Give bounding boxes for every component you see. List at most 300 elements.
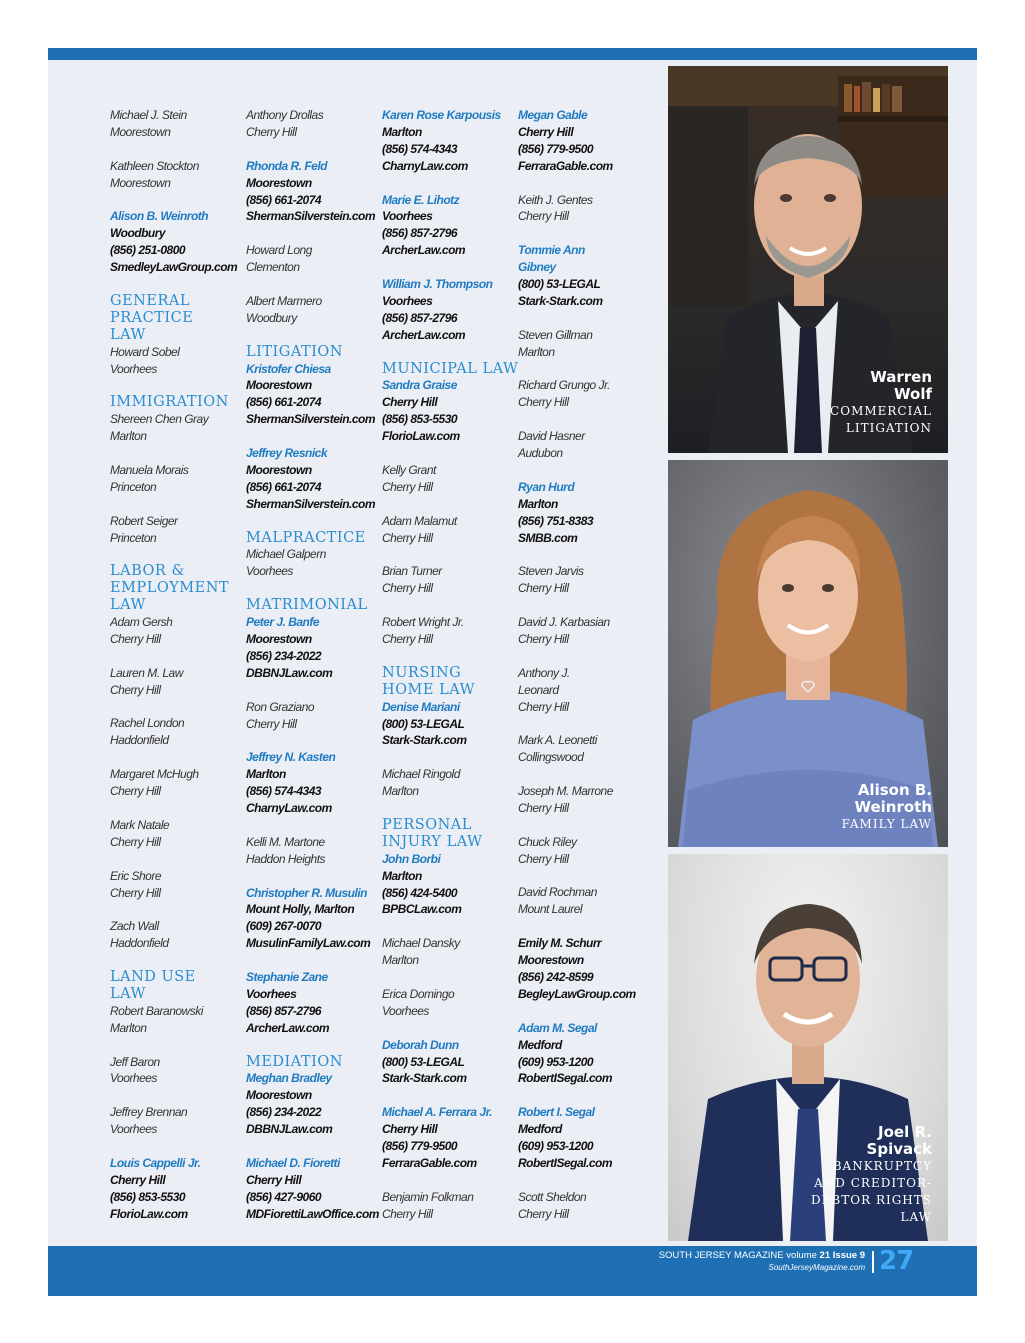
lawyer-town: Medford [518, 1122, 562, 1137]
lawyer-town: Cherry Hill [518, 395, 569, 410]
footer-issue: 9 [859, 1250, 865, 1261]
lawyer-name: Mark A. Leonetti [518, 733, 597, 748]
lawyer-name: Stephanie Zane [246, 970, 328, 985]
lawyer-town: Cherry Hill [110, 834, 161, 849]
heading-line: MUNICIPAL LAW [382, 360, 519, 377]
lawyer-town: Woodbury [246, 310, 297, 325]
lawyer-town: Cherry Hill [382, 395, 438, 410]
lawyer-entry [382, 107, 516, 175]
lawyer-entry [382, 935, 516, 969]
lawyer-entry [110, 665, 244, 699]
caption-name: Warren [870, 368, 932, 386]
lawyer-entry [246, 699, 380, 733]
lawyer-name: Karen Rose Karpousis [382, 108, 501, 122]
lawyer-name: Robert Seiger [110, 513, 178, 528]
lawyer-entry [110, 1003, 244, 1037]
lawyer-website: SmedleyLawGroup.com [110, 260, 238, 275]
lawyer-name: Emily M. Schurr [518, 936, 602, 951]
lawyer-name: Jeffrey N. Kasten [246, 750, 336, 765]
lawyer-name: Brian Turner [382, 564, 442, 579]
lawyer-town: Cherry Hill [518, 699, 569, 714]
heading-line: PERSONAL [382, 816, 472, 833]
lawyer-entry [518, 242, 652, 310]
footer-magazine-info [659, 1250, 865, 1274]
lawyer-website: ArcherLaw.com [382, 327, 466, 342]
lawyer-name: Benjamin Folkman [382, 1189, 474, 1204]
lawyer-phone: (856) 574-4343 [246, 784, 322, 799]
lawyer-town: Haddonfield [110, 936, 169, 951]
footer-volume-label: volume [786, 1250, 817, 1261]
lawyer-name: Megan Gable [518, 108, 588, 122]
lawyer-entry [382, 699, 516, 750]
photo-caption [830, 369, 932, 437]
heading-line: LABOR & [110, 563, 185, 580]
heading-line: PRACTICE [110, 309, 194, 326]
footer-magazine-name: SOUTH JERSEY MAGAZINE [658, 1250, 784, 1261]
lawyer-town: Woodbury [110, 226, 166, 241]
lawyer-town: Mount Holly, Marlton [246, 902, 355, 917]
lawyer-town: Moorestown [110, 175, 171, 190]
lawyer-entry [382, 1104, 516, 1172]
lawyer-entry [518, 192, 652, 226]
lawyer-entry [518, 377, 652, 411]
lawyer-town: Cherry Hill [246, 1172, 302, 1187]
footer-divider [872, 1251, 874, 1273]
lawyer-phone: (856) 779-9500 [382, 1139, 458, 1154]
lawyer-town: Voorhees [110, 1071, 157, 1086]
lawyer-entry [518, 1104, 652, 1172]
directory-column-2 [246, 107, 380, 1239]
lawyer-town: Moorestown [246, 462, 312, 477]
lawyer-name: Shereen Chen Gray [110, 412, 209, 427]
lawyer-name: Joseph M. Marrone [518, 784, 613, 799]
lawyer-town: Audubon [518, 446, 563, 461]
lawyer-name: David J. Karbasian [518, 615, 610, 630]
lawyer-name: Steven Jarvis [518, 564, 584, 579]
lawyer-entry [110, 158, 244, 192]
lawyer-town: Marlton [382, 124, 422, 139]
lawyer-entry [518, 935, 652, 1003]
caption-name: Spivack [866, 1140, 932, 1158]
photo-caption [811, 1124, 932, 1226]
lawyer-phone: (856) 779-9500 [518, 141, 594, 156]
directory-column-1 [110, 107, 244, 1239]
lawyer-town: Voorhees [382, 209, 433, 224]
lawyer-entry [110, 462, 244, 496]
lawyer-name: Lauren M. Law [110, 665, 183, 680]
lawyer-town: Marlton [110, 1020, 147, 1035]
lawyer-name: Kristofer Chiesa [246, 361, 331, 376]
lawyer-entry [110, 1155, 244, 1223]
lawyer-entry [518, 783, 652, 817]
lawyer-entry [110, 208, 244, 276]
lawyer-phone: (800) 53-LEGAL [382, 716, 465, 731]
heading-line: MALPRACTICE [246, 529, 366, 546]
practice-area-heading [246, 344, 380, 361]
lawyer-town: Cherry Hill [110, 784, 161, 799]
lawyer-entry [110, 614, 244, 648]
lawyer-town: Princeton [110, 530, 157, 545]
lawyer-entry [246, 885, 380, 953]
lawyer-phone: (856) 661-2074 [246, 479, 322, 494]
lawyer-website: ArcherLaw.com [382, 243, 466, 258]
lawyer-entry [518, 884, 652, 918]
lawyer-town: Marlton [518, 344, 555, 359]
lawyer-name: Alison B. Weinroth [110, 209, 209, 224]
lawyer-entry [518, 428, 652, 462]
heading-line: MATRIMONIAL [246, 597, 368, 614]
lawyer-town: Cherry Hill [110, 682, 161, 697]
caption-practice: DEBTOR RIGHTS [811, 1193, 932, 1207]
lawyer-town: Cherry Hill [110, 1172, 166, 1187]
lawyer-entry [246, 614, 380, 682]
footer-website: SouthJerseyMagazine.com [768, 1263, 865, 1272]
practice-area-heading [382, 665, 516, 699]
lawyer-name: Michael J. Stein [110, 108, 187, 122]
lawyer-name: Robert Baranowski [110, 1003, 203, 1018]
lawyer-name: Rachel London [110, 716, 185, 731]
lawyer-entry [246, 834, 380, 868]
practice-area-heading [382, 817, 516, 851]
photo-caption [842, 782, 932, 833]
lawyer-town: Voorhees [246, 564, 293, 579]
lawyer-name: Michael D. Fioretti [246, 1155, 340, 1170]
practice-area-heading [382, 360, 519, 378]
lawyer-name: Jeff Baron [110, 1054, 160, 1069]
lawyer-name: Christopher R. Musulin [246, 885, 367, 900]
lawyer-phone: (609) 953-1200 [518, 1139, 594, 1154]
lawyer-website: FerraraGable.com [518, 158, 613, 173]
lawyer-website: MusulinFamilyLaw.com [246, 936, 371, 951]
lawyer-town: Marlton [382, 953, 419, 968]
lawyer-entry [518, 1020, 652, 1088]
heading-line: HOME LAW [382, 681, 475, 698]
lawyer-phone: (856) 751-8383 [518, 513, 594, 528]
caption-practice: LAW [900, 1210, 932, 1224]
lawyer-name: Jeffrey Brennan [110, 1105, 188, 1120]
lawyer-name: Adam M. Segal [518, 1020, 597, 1035]
heading-line: MEDIATION [246, 1053, 343, 1070]
lawyer-phone: (856) 853-5530 [110, 1189, 186, 1204]
lawyer-entry [518, 107, 652, 175]
photo-joel-spivack [668, 854, 948, 1241]
lawyer-phone: (609) 267-0070 [246, 919, 322, 934]
heading-line: NURSING [382, 664, 462, 681]
lawyer-town: Moorestown [246, 1088, 312, 1103]
lawyer-entry [382, 614, 516, 648]
top-accent-bar [48, 48, 977, 60]
lawyer-town: Voorhees [246, 986, 297, 1001]
lawyer-town: Cherry Hill [382, 1122, 438, 1137]
practice-area-heading [110, 293, 244, 344]
lawyer-website: RobertISegal.com [518, 1071, 613, 1086]
lawyer-town: Cherry Hill [518, 124, 574, 139]
lawyer-phone: (856) 661-2074 [246, 395, 322, 410]
lawyer-entry [246, 361, 380, 429]
photo-alison-weinroth [668, 460, 948, 847]
footer-issue-label: Issue [832, 1250, 858, 1261]
lawyer-entry [110, 411, 244, 445]
lawyer-name: Denise Mariani [382, 699, 460, 714]
lawyer-website: Stark-Stark.com [518, 293, 603, 308]
caption-practice: AND CREDITOR- [814, 1176, 932, 1190]
caption-practice: COMMERCIAL [830, 404, 932, 418]
lawyer-name: Chuck Riley [518, 834, 577, 849]
lawyer-entry [246, 546, 380, 580]
lawyer-name: Eric Shore [110, 868, 162, 883]
lawyer-name: Richard Grungo Jr. [518, 378, 610, 393]
lawyer-town: Moorestown [246, 175, 312, 190]
lawyer-website: BegleyLawGroup.com [518, 986, 636, 1001]
lawyer-name: Deborah Dunn [382, 1037, 459, 1052]
lawyer-name: Robert Wright Jr. [382, 615, 464, 630]
lawyer-town: Cherry Hill [382, 631, 433, 646]
lawyer-name: Albert Marmero [246, 293, 322, 308]
lawyer-name: Howard Sobel [110, 344, 180, 359]
heading-line: IMMIGRATION [110, 394, 229, 411]
lawyer-website: DBBNJLaw.com [246, 1122, 333, 1137]
lawyer-website: CharnyLaw.com [382, 158, 468, 173]
heading-line: LAW [110, 326, 146, 343]
lawyer-town: Moorestown [110, 124, 171, 139]
lawyer-town: Cherry Hill [382, 530, 433, 545]
lawyer-town: Marlton [518, 496, 558, 511]
lawyer-town: Voorhees [382, 293, 433, 308]
lawyer-name: William J. Thompson [382, 277, 493, 292]
practice-area-heading [246, 530, 380, 547]
lawyer-entry [246, 969, 380, 1037]
caption-practice: FAMILY LAW [841, 817, 932, 831]
lawyer-town: Cherry Hill [110, 631, 161, 646]
lawyer-town: Cherry Hill [382, 479, 433, 494]
lawyer-phone: (800) 53-LEGAL [518, 277, 601, 292]
lawyer-name: Michael Ringold [382, 767, 460, 782]
lawyer-town: Mount Laurel [518, 902, 583, 917]
lawyer-phone: (856) 427-9060 [246, 1189, 322, 1204]
page-number: 27 [879, 1246, 914, 1276]
lawyer-town: Marlton [382, 784, 419, 799]
lawyer-entry [110, 868, 244, 902]
lawyer-website: ArcherLaw.com [246, 1020, 330, 1035]
practice-area-heading [110, 563, 244, 614]
lawyer-town: Cherry Hill [382, 1206, 433, 1221]
lawyer-entry [110, 107, 244, 141]
lawyer-entry [110, 766, 244, 800]
lawyer-town: Voorhees [382, 1003, 429, 1018]
practice-area-heading [246, 1054, 380, 1071]
lawyer-name: Kelly Grant [382, 462, 436, 477]
lawyer-website: FlorioLaw.com [110, 1206, 188, 1221]
lawyer-name: Gibney [518, 260, 556, 275]
lawyer-town: Collingswood [518, 750, 584, 765]
lawyer-town: Princeton [110, 479, 157, 494]
lawyer-name: Adam Malamut [382, 513, 457, 528]
lawyer-entry [518, 1189, 652, 1223]
lawyer-website: DBBNJLaw.com [246, 665, 333, 680]
lawyer-phone: (856) 661-2074 [246, 192, 322, 207]
lawyer-name: Michael Dansky [382, 936, 460, 951]
lawyer-name: Anthony J. [518, 665, 570, 680]
lawyer-name: Adam Gersh [110, 615, 173, 630]
lawyer-entry [382, 1037, 516, 1088]
caption-name: Alison B. [857, 781, 932, 799]
lawyer-name: Mark Natale [110, 817, 170, 832]
lawyer-phone: (856) 234-2022 [246, 648, 322, 663]
heading-line: LAW [110, 985, 146, 1002]
lawyer-entry [110, 513, 244, 547]
lawyer-phone: (856) 857-2796 [382, 310, 458, 325]
lawyer-name: Peter J. Banfe [246, 615, 320, 630]
caption-name: Wolf [894, 385, 932, 403]
footer-volume: 21 [819, 1250, 831, 1261]
lawyer-phone: (856) 424-5400 [382, 885, 458, 900]
lawyer-name: Meghan Bradley [246, 1071, 332, 1086]
lawyer-phone: (856) 574-4343 [382, 141, 458, 156]
lawyer-website: Stark-Stark.com [382, 1071, 467, 1086]
lawyer-town: Cherry Hill [382, 581, 433, 596]
directory-column-4 [518, 107, 652, 1239]
lawyer-name: Tommie Ann [518, 243, 585, 258]
lawyer-town: Cherry Hill [246, 124, 297, 139]
lawyer-name: Kathleen Stockton [110, 158, 199, 173]
lawyer-entry [382, 377, 516, 445]
lawyer-town: Moorestown [518, 953, 584, 968]
heading-line: EMPLOYMENT [110, 580, 230, 597]
lawyer-name: Steven Gillman [518, 327, 593, 342]
caption-practice: LITIGATION [845, 421, 932, 435]
lawyer-phone: (609) 953-1200 [518, 1054, 594, 1069]
lawyer-name: David Hasner [518, 429, 585, 444]
lawyer-website: Stark-Stark.com [382, 733, 467, 748]
lawyer-entry [382, 192, 516, 260]
lawyer-entry [382, 513, 516, 547]
heading-line: INJURY LAW [382, 833, 483, 850]
lawyer-entry [518, 732, 652, 766]
caption-practice: BANKRUPTCY [832, 1159, 932, 1173]
lawyer-website: FlorioLaw.com [382, 429, 460, 444]
lawyer-name: Manuela Morais [110, 462, 189, 477]
lawyer-town: Medford [518, 1037, 562, 1052]
lawyer-name: Michael A. Ferrara Jr. [382, 1105, 492, 1120]
lawyer-entry [382, 1189, 516, 1223]
lawyer-town: Voorhees [110, 361, 157, 376]
lawyer-town: Cherry Hill [518, 631, 569, 646]
lawyer-name: Anthony Drollas [246, 108, 324, 122]
lawyer-entry [382, 276, 516, 344]
lawyer-entry [382, 986, 516, 1020]
lawyer-town: Cherry Hill [518, 209, 569, 224]
lawyer-entry [382, 462, 516, 496]
lawyer-phone: (856) 853-5530 [382, 412, 458, 427]
lawyer-name: Erica Domingo [382, 986, 455, 1001]
lawyer-town: Haddonfield [110, 733, 169, 748]
lawyer-entry [518, 665, 652, 716]
lawyer-entry [110, 918, 244, 952]
lawyer-town: Marlton [110, 429, 147, 444]
heading-line: LAW [110, 597, 146, 614]
lawyer-website: ShermanSilverstein.com [246, 412, 376, 427]
lawyer-town: Cherry Hill [110, 885, 161, 900]
lawyer-entry [246, 445, 380, 513]
lawyer-entry [246, 1155, 380, 1223]
lawyer-name: Ron Graziano [246, 699, 315, 714]
lawyer-name: Marie E. Lihotz [382, 192, 460, 207]
lawyer-name: Zach Wall [110, 919, 159, 934]
lawyer-town: Marlton [382, 868, 422, 883]
lawyer-entry [110, 1104, 244, 1138]
lawyer-phone: (856) 857-2796 [246, 1003, 322, 1018]
practice-area-heading [110, 969, 244, 1003]
heading-line: GENERAL [110, 292, 190, 309]
lawyer-entry [246, 749, 380, 817]
lawyer-website: ShermanSilverstein.com [246, 209, 376, 224]
lawyer-phone: (856) 242-8599 [518, 970, 594, 984]
lawyer-website: MDFiorettiLawOffice.com [246, 1206, 379, 1221]
lawyer-phone: (856) 251-0800 [110, 243, 186, 258]
lawyer-town: Marlton [246, 767, 286, 782]
lawyer-entry [246, 158, 380, 226]
lawyer-website: CharnyLaw.com [246, 801, 332, 816]
caption-name: Joel R. [878, 1123, 932, 1141]
lawyer-entry [246, 1070, 380, 1138]
lawyer-town: Cherry Hill [518, 581, 569, 596]
lawyer-entry [518, 614, 652, 648]
lawyer-town: Voorhees [110, 1122, 157, 1137]
lawyer-town: Cherry Hill [246, 716, 297, 731]
lawyer-website: ShermanSilverstein.com [246, 496, 376, 511]
lawyer-entry [518, 563, 652, 597]
lawyer-phone: (856) 234-2022 [246, 1105, 322, 1120]
lawyer-entry [110, 1054, 244, 1088]
lawyer-entry [110, 817, 244, 851]
lawyer-name: David Rochman [518, 885, 597, 900]
lawyer-entry [110, 715, 244, 749]
lawyer-name: Rhonda R. Feld [246, 158, 327, 173]
lawyer-website: BPBCLaw.com [382, 902, 462, 917]
lawyer-phone: (856) 857-2796 [382, 226, 458, 241]
lawyer-name: Robert I. Segal [518, 1105, 595, 1120]
lawyer-entry [382, 766, 516, 800]
photo-warren-wolf [668, 66, 948, 453]
lawyer-name: Howard Long [246, 243, 312, 258]
lawyer-entry [246, 242, 380, 276]
practice-area-heading [246, 597, 380, 614]
lawyer-entry [246, 293, 380, 327]
lawyer-name: Jeffrey Resnick [246, 446, 327, 461]
lawyer-town: Moorestown [246, 378, 312, 393]
lawyer-name: Michael Galpern [246, 547, 326, 562]
heading-line: LITIGATION [246, 343, 343, 360]
lawyer-town: Haddon Heights [246, 851, 326, 866]
lawyer-name: Margaret McHugh [110, 767, 199, 782]
lawyer-website: RobertISegal.com [518, 1155, 613, 1170]
lawyer-website: SMBB.com [518, 530, 578, 545]
lawyer-name: Kelli M. Martone [246, 834, 325, 849]
lawyer-town: Cherry Hill [518, 851, 569, 866]
lawyer-entry [110, 344, 244, 378]
lawyer-entry [518, 834, 652, 868]
lawyer-name: Louis Cappelli Jr. [110, 1155, 201, 1170]
heading-line: LAND USE [110, 969, 196, 985]
lawyer-phone: (800) 53-LEGAL [382, 1054, 465, 1069]
lawyer-name: Scott Sheldon [518, 1189, 587, 1204]
lawyer-town: Cherry Hill [518, 800, 569, 815]
caption-name: Weinroth [854, 798, 932, 816]
practice-area-heading [110, 394, 244, 411]
lawyer-entry [382, 563, 516, 597]
lawyer-entry [246, 107, 380, 141]
lawyer-name: John Borbi [382, 851, 441, 866]
